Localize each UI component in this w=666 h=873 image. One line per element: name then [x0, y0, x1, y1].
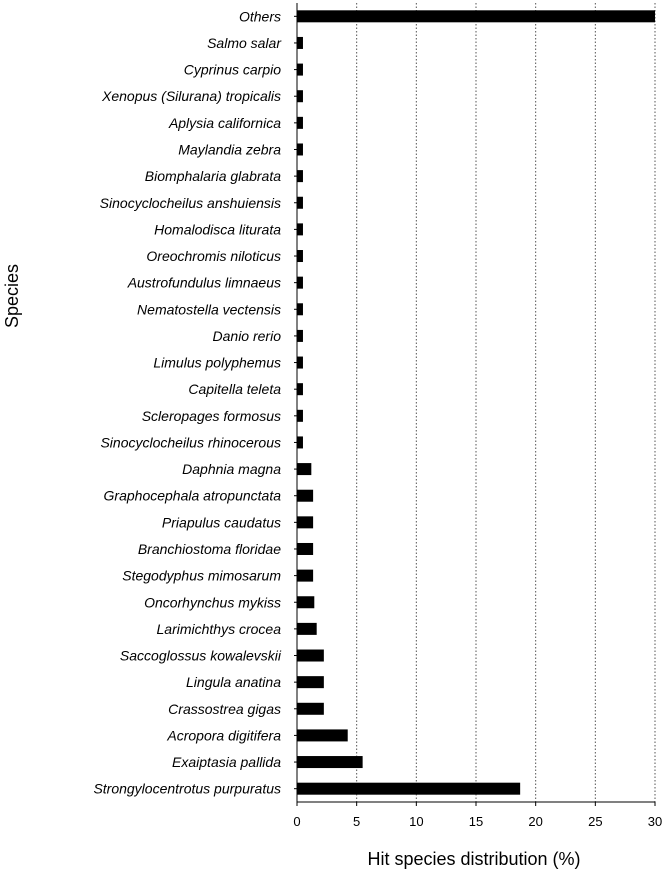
- bar: [297, 410, 303, 422]
- bar: [297, 277, 303, 289]
- bar: [297, 117, 303, 129]
- x-tick-label: 10: [409, 814, 424, 829]
- tick-labels: [293, 814, 662, 829]
- bar: [297, 516, 313, 528]
- category-label: Nematostella vectensis: [137, 301, 281, 318]
- category-label: Crassostrea gigas: [168, 700, 281, 717]
- bar: [297, 383, 303, 395]
- category-label: Daphnia magna: [182, 461, 281, 478]
- category-label: Acropora digitifera: [167, 727, 281, 744]
- category-label: Homalodisca liturata: [154, 221, 281, 238]
- bar: [297, 543, 313, 555]
- x-tick-label: 15: [468, 814, 484, 829]
- category-label: Lingula anatina: [186, 674, 281, 691]
- category-label: Strongylocentrotus purpuratus: [93, 780, 281, 797]
- category-label: Stegodyphus mimosarum: [122, 567, 281, 584]
- bar: [297, 490, 313, 502]
- bar: [297, 330, 303, 342]
- x-axis-title: Hit species distribution (%): [367, 849, 581, 869]
- category-label: Oncorhynchus mykiss: [144, 594, 281, 611]
- category-label: Limulus polyphemus: [153, 354, 281, 371]
- category-label: Exaiptasia pallida: [172, 754, 281, 771]
- category-label: Capitella teleta: [188, 381, 281, 398]
- bar: [297, 223, 303, 235]
- bar: [297, 703, 324, 715]
- category-labels: [93, 8, 282, 796]
- bar: [297, 170, 303, 182]
- bar: [297, 303, 303, 315]
- category-label: Larimichthys crocea: [156, 620, 281, 637]
- category-label: Sinocyclocheilus anshuiensis: [99, 194, 281, 211]
- category-label: Sinocyclocheilus rhinocerous: [100, 434, 281, 451]
- bar: [297, 37, 303, 49]
- category-label: Scleropages formosus: [141, 407, 281, 424]
- x-tick-label: 30: [647, 814, 663, 829]
- bar: [297, 756, 363, 768]
- bar: [297, 436, 303, 448]
- bar: [297, 357, 303, 369]
- category-label: Branchiostoma floridae: [137, 540, 281, 557]
- x-tick-label: 5: [353, 814, 361, 829]
- y-axis-title: Species: [2, 263, 22, 329]
- category-label: Danio rerio: [212, 327, 281, 344]
- category-label: Others: [238, 8, 281, 25]
- bar: [297, 10, 655, 22]
- bar: [297, 623, 317, 635]
- bar: [297, 729, 348, 741]
- category-label: Biomphalaria glabrata: [144, 168, 281, 185]
- bar: [297, 64, 303, 76]
- category-label: Graphocephala atropunctata: [103, 487, 281, 504]
- bar: [297, 650, 324, 662]
- bar: [297, 463, 311, 475]
- x-tick-label: 25: [588, 814, 603, 829]
- category-label: Aplysia californica: [168, 114, 281, 131]
- category-label: Cyprinus carpio: [183, 61, 281, 78]
- category-label: Priapulus caudatus: [161, 514, 281, 531]
- category-label: Salmo salar: [207, 34, 281, 51]
- axes: [294, 3, 655, 806]
- bar: [297, 197, 303, 209]
- bar: [297, 250, 303, 262]
- category-label: Saccoglossus kowalevskii: [119, 647, 281, 664]
- bar: [297, 783, 520, 795]
- bar: [297, 676, 324, 688]
- x-tick-label: 20: [528, 814, 543, 829]
- x-tick-label: 0: [293, 814, 301, 829]
- category-label: Oreochromis niloticus: [146, 248, 281, 265]
- bar: [297, 570, 313, 582]
- bar: [297, 596, 314, 608]
- grid-lines: [357, 3, 655, 802]
- category-label: Xenopus (Silurana) tropicalis: [102, 88, 281, 105]
- bar: [297, 90, 303, 102]
- category-label: Austrofundulus limnaeus: [127, 274, 281, 291]
- category-label: Maylandia zebra: [178, 141, 281, 158]
- bar: [297, 143, 303, 155]
